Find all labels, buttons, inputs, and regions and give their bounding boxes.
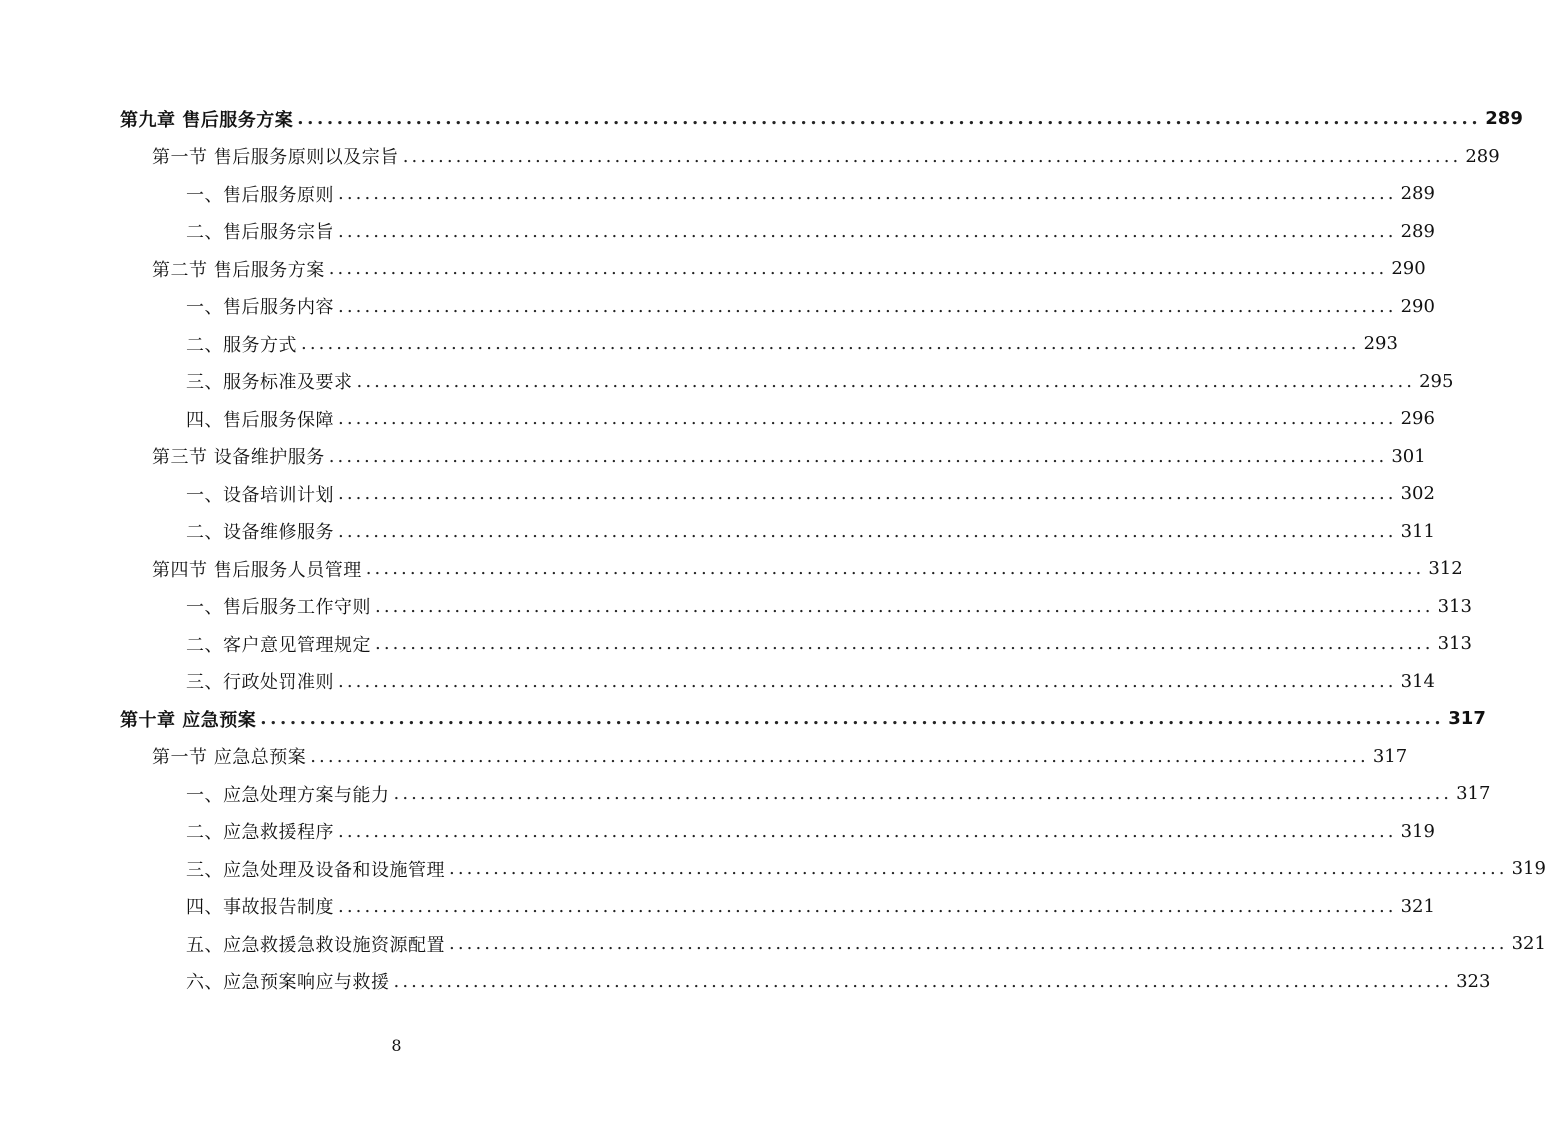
- toc-entry-title: 二、售后服务宗旨: [186, 222, 334, 243]
- toc-entry-title: 四、售后服务保障: [186, 409, 334, 431]
- dot-leader: ........................................................................................................................: [338, 408, 1397, 429]
- dot-leader: ........................................................................................................................: [393, 783, 1453, 804]
- dot-leader: ........................................................................................................................: [338, 520, 1397, 542]
- dot-leader: ........................................................................................................................: [260, 708, 1445, 729]
- toc-entry-page: 321: [1511, 933, 1546, 954]
- toc-item[interactable]: [186, 475, 1435, 512]
- toc-entry-title: 三、应急处理及设备和设施管理: [186, 859, 445, 881]
- toc-item[interactable]: [186, 213, 1435, 250]
- toc-entry-page: 296: [1400, 408, 1435, 429]
- toc-section-9-4[interactable]: [152, 550, 1463, 587]
- toc-entry-title: 第四节 售后服务人员管理: [152, 559, 362, 581]
- toc-entry-title: 二、应急救援程序: [186, 822, 334, 843]
- toc-chapter-9[interactable]: [120, 100, 1523, 137]
- dot-leader: ........................................................................................................................: [338, 670, 1397, 692]
- toc-entry-title: 一、售后服务工作守则: [186, 597, 371, 618]
- toc-entry-title: 三、行政处罚准则: [186, 672, 334, 693]
- dot-leader: ........................................................................................................................: [338, 820, 1397, 842]
- toc-entry-title: 一、售后服务内容: [186, 297, 334, 318]
- toc-entry-page: 317: [1372, 745, 1408, 767]
- toc-item[interactable]: [186, 888, 1435, 925]
- dot-leader: ........................................................................................................................: [449, 933, 1508, 954]
- toc-item[interactable]: [186, 663, 1435, 700]
- toc-section-10-1[interactable]: [152, 738, 1408, 775]
- toc-entry-page: 313: [1437, 633, 1472, 654]
- toc-chapter-10[interactable]: [120, 700, 1486, 737]
- toc-item[interactable]: [186, 175, 1435, 212]
- toc-entry-title: 六、应急预案响应与救援: [186, 972, 390, 993]
- toc-entry-title: 第三节 设备维护服务: [152, 447, 325, 468]
- dot-leader: ........................................................................................................................: [301, 333, 1360, 354]
- toc-entry-page: 289: [1400, 220, 1435, 242]
- toc-entry-page: 317: [1448, 708, 1486, 729]
- dot-leader: ........................................................................................................................: [449, 858, 1508, 879]
- toc-entry-title: 五、应急救援急救设施资源配置: [186, 934, 445, 956]
- dot-leader: ........................................................................................................................: [365, 558, 1425, 579]
- dot-leader: ........................................................................................................................: [338, 295, 1397, 317]
- toc-entry-page: 319: [1511, 858, 1546, 879]
- toc-item[interactable]: [186, 775, 1491, 812]
- toc-entry-title: 第一节 应急总预案: [152, 747, 307, 768]
- toc-section-9-3[interactable]: [152, 438, 1426, 475]
- toc-item[interactable]: [186, 588, 1472, 625]
- toc-section-9-1[interactable]: [152, 138, 1500, 175]
- toc-entry-title: 二、服务方式: [186, 334, 297, 356]
- toc-entry-page: 290: [1391, 258, 1426, 279]
- dot-leader: ........................................................................................................................: [338, 183, 1397, 204]
- toc-entry-page: 317: [1456, 783, 1491, 804]
- dot-leader: ........................................................................................................................: [328, 258, 1388, 279]
- toc-item[interactable]: [186, 325, 1398, 362]
- toc-item[interactable]: [186, 925, 1546, 962]
- toc-item[interactable]: [186, 363, 1454, 400]
- dot-leader: ........................................................................................................................: [338, 220, 1397, 242]
- toc-entry-page: 319: [1400, 820, 1435, 842]
- toc-entry-title: 二、客户意见管理规定: [186, 634, 371, 656]
- toc-item[interactable]: [186, 513, 1435, 550]
- toc-section-9-2[interactable]: [152, 250, 1426, 287]
- toc-entry-title: 第九章 售后服务方案: [120, 109, 294, 131]
- toc-item[interactable]: [186, 400, 1435, 437]
- toc-entry-page: 314: [1400, 670, 1435, 692]
- dot-leader: ........................................................................................................................: [338, 483, 1397, 504]
- toc-entry-page: 293: [1363, 333, 1398, 354]
- toc-entry-page: 311: [1400, 520, 1435, 542]
- dot-leader: ........................................................................................................................: [310, 745, 1369, 767]
- dot-leader: ........................................................................................................................: [402, 145, 1462, 167]
- toc-entry-page: 301: [1391, 445, 1426, 467]
- toc-entry-page: 312: [1428, 558, 1463, 579]
- toc-entry-page: 289: [1465, 145, 1500, 167]
- toc-entry-page: 321: [1400, 895, 1435, 917]
- dot-leader: ........................................................................................................................: [375, 595, 1434, 617]
- toc-item[interactable]: [186, 625, 1472, 662]
- toc-entry-page: 302: [1400, 483, 1435, 504]
- toc-entry-title: 一、设备培训计划: [186, 484, 334, 506]
- dot-leader: ........................................................................................................................: [356, 370, 1416, 392]
- dot-leader: ........................................................................................................................: [393, 970, 1453, 992]
- toc-entry-page: 313: [1437, 595, 1472, 617]
- toc-item[interactable]: [186, 288, 1435, 325]
- toc-entry-page: 289: [1400, 183, 1435, 204]
- toc-entry-title: 一、应急处理方案与能力: [186, 784, 390, 806]
- toc-entry-page: 323: [1456, 970, 1491, 992]
- toc-entry-title: 三、服务标准及要求: [186, 372, 353, 393]
- dot-leader: ........................................................................................................................: [297, 108, 1482, 129]
- toc-entry-title: 四、事故报告制度: [186, 897, 334, 918]
- toc-entry-title: 一、售后服务原则: [186, 184, 334, 206]
- toc-entry-title: 第一节 售后服务原则以及宗旨: [152, 147, 399, 168]
- dot-leader: ........................................................................................................................: [338, 895, 1397, 917]
- toc-item[interactable]: [186, 850, 1546, 887]
- toc-entry-title: 第十章 应急预案: [120, 709, 257, 731]
- toc-entry-title: 二、设备维修服务: [186, 522, 334, 543]
- toc-entry-page: 289: [1485, 108, 1523, 129]
- toc-entry-page: 295: [1419, 370, 1454, 392]
- dot-leader: ........................................................................................................................: [328, 445, 1388, 467]
- toc-item[interactable]: [186, 963, 1491, 1000]
- toc-item[interactable]: [186, 813, 1435, 850]
- toc-entry-title: 第二节 售后服务方案: [152, 259, 325, 281]
- dot-leader: ........................................................................................................................: [375, 633, 1434, 654]
- page-number: 8: [391, 1036, 402, 1055]
- toc-entry-page: 290: [1400, 295, 1435, 317]
